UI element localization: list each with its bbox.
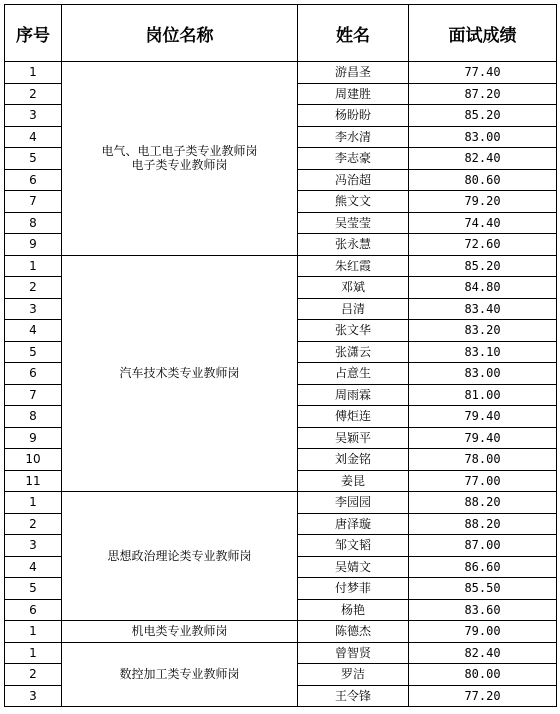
- cell-score: 86.60: [409, 556, 557, 578]
- table-row: [5, 62, 557, 84]
- cell-seq: 9: [5, 427, 62, 449]
- cell-post: [62, 255, 298, 492]
- post-line: 数控加工类专业教师岗: [119, 667, 240, 682]
- cell-seq: 6: [5, 363, 62, 385]
- cell-score: 74.40: [409, 212, 557, 234]
- cell-name: 李志豪: [298, 148, 409, 170]
- cell-seq: 3: [5, 105, 62, 127]
- cell-seq: 2: [5, 513, 62, 535]
- cell-name: 付梦菲: [298, 578, 409, 600]
- cell-score: 83.00: [409, 363, 557, 385]
- cell-name: 周雨霖: [298, 384, 409, 406]
- cell-seq: 1: [5, 621, 62, 643]
- cell-seq: 8: [5, 406, 62, 428]
- cell-name: 姜昆: [298, 470, 409, 492]
- cell-name: 熊文文: [298, 191, 409, 213]
- cell-score: 82.40: [409, 642, 557, 664]
- cell-seq: 6: [5, 599, 62, 621]
- post-line: 思想政治理论类专业教师岗: [107, 549, 252, 563]
- table-row: [5, 642, 557, 664]
- cell-seq: 2: [5, 83, 62, 105]
- cell-name: 傅炬连: [298, 406, 409, 428]
- cell-name: 吴莹莹: [298, 212, 409, 234]
- cell-seq: 6: [5, 169, 62, 191]
- cell-seq: 4: [5, 556, 62, 578]
- cell-score: 79.40: [409, 406, 557, 428]
- header-post: 岗位名称: [62, 5, 298, 62]
- cell-name: 李园园: [298, 492, 409, 514]
- cell-score: 79.40: [409, 427, 557, 449]
- cell-name: 曾智贤: [298, 642, 409, 664]
- cell-name: 王令锋: [298, 685, 409, 707]
- cell-seq: 2: [5, 277, 62, 299]
- post-line: 汽车技术类专业教师岗: [119, 366, 240, 381]
- cell-seq: 5: [5, 341, 62, 363]
- cell-name: 邓斌: [298, 277, 409, 299]
- cell-score: 78.00: [409, 449, 557, 471]
- post-line: 电子类专业教师岗: [131, 158, 228, 173]
- cell-seq: 1: [5, 255, 62, 277]
- cell-seq: 3: [5, 535, 62, 557]
- cell-seq: 1: [5, 62, 62, 84]
- table-row: [5, 255, 557, 277]
- cell-name: 冯治超: [298, 169, 409, 191]
- cell-score: 83.00: [409, 126, 557, 148]
- cell-score: 85.20: [409, 105, 557, 127]
- cell-name: 杨盼盼: [298, 105, 409, 127]
- cell-seq: 3: [5, 298, 62, 320]
- cell-score: 77.20: [409, 685, 557, 707]
- table-row: [5, 492, 557, 514]
- cell-name: 杨艳: [298, 599, 409, 621]
- cell-seq: 1: [5, 492, 62, 514]
- cell-score: 85.50: [409, 578, 557, 600]
- cell-score: 79.20: [409, 191, 557, 213]
- cell-name: 吴婧文: [298, 556, 409, 578]
- cell-seq: 3: [5, 685, 62, 707]
- cell-name: 吕清: [298, 298, 409, 320]
- cell-score: 72.60: [409, 234, 557, 256]
- header-row: [5, 5, 557, 62]
- cell-post: [62, 621, 298, 643]
- cell-name: 吴颖平: [298, 427, 409, 449]
- cell-score: 81.00: [409, 384, 557, 406]
- cell-seq: 5: [5, 148, 62, 170]
- cell-score: 83.10: [409, 341, 557, 363]
- header-name: 姓名: [298, 5, 409, 62]
- cell-name: 李水清: [298, 126, 409, 148]
- cell-score: 82.40: [409, 148, 557, 170]
- cell-name: 唐泽璇: [298, 513, 409, 535]
- cell-score: 80.00: [409, 664, 557, 686]
- cell-score: 79.00: [409, 621, 557, 643]
- cell-score: 85.20: [409, 255, 557, 277]
- cell-seq: 2: [5, 664, 62, 686]
- cell-name: 张文华: [298, 320, 409, 342]
- cell-score: 77.40: [409, 62, 557, 84]
- table-row: [5, 621, 557, 643]
- cell-score: 77.00: [409, 470, 557, 492]
- interview-score-table: [4, 4, 557, 707]
- post-line: 电气、电工电子类专业教师岗: [101, 144, 258, 159]
- cell-seq: 9: [5, 234, 62, 256]
- cell-name: 张潇云: [298, 341, 409, 363]
- cell-score: 83.40: [409, 298, 557, 320]
- cell-seq: 5: [5, 578, 62, 600]
- cell-score: 87.00: [409, 535, 557, 557]
- cell-post: [62, 492, 298, 621]
- post-line: 机电类专业教师岗: [131, 624, 228, 639]
- header-score: 面试成绩: [409, 5, 557, 62]
- cell-score: 80.60: [409, 169, 557, 191]
- cell-name: 邹文韬: [298, 535, 409, 557]
- cell-name: 罗洁: [298, 664, 409, 686]
- cell-post: [62, 62, 298, 256]
- cell-seq: 4: [5, 126, 62, 148]
- cell-post: [62, 642, 298, 707]
- cell-seq: 10: [5, 449, 62, 471]
- cell-name: 周建胜: [298, 83, 409, 105]
- cell-name: 朱红霞: [298, 255, 409, 277]
- cell-seq: 7: [5, 384, 62, 406]
- cell-score: 83.20: [409, 320, 557, 342]
- cell-score: 88.20: [409, 513, 557, 535]
- cell-name: 陈德杰: [298, 621, 409, 643]
- cell-seq: 11: [5, 470, 62, 492]
- cell-score: 87.20: [409, 83, 557, 105]
- cell-name: 张永慧: [298, 234, 409, 256]
- cell-name: 游昌圣: [298, 62, 409, 84]
- cell-score: 88.20: [409, 492, 557, 514]
- cell-name: 刘金铭: [298, 449, 409, 471]
- cell-seq: 8: [5, 212, 62, 234]
- cell-seq: 4: [5, 320, 62, 342]
- header-seq: 序号: [5, 5, 62, 62]
- cell-name: 占意生: [298, 363, 409, 385]
- cell-seq: 1: [5, 642, 62, 664]
- table-body: [5, 62, 557, 707]
- cell-score: 84.80: [409, 277, 557, 299]
- cell-seq: 7: [5, 191, 62, 213]
- cell-score: 83.60: [409, 599, 557, 621]
